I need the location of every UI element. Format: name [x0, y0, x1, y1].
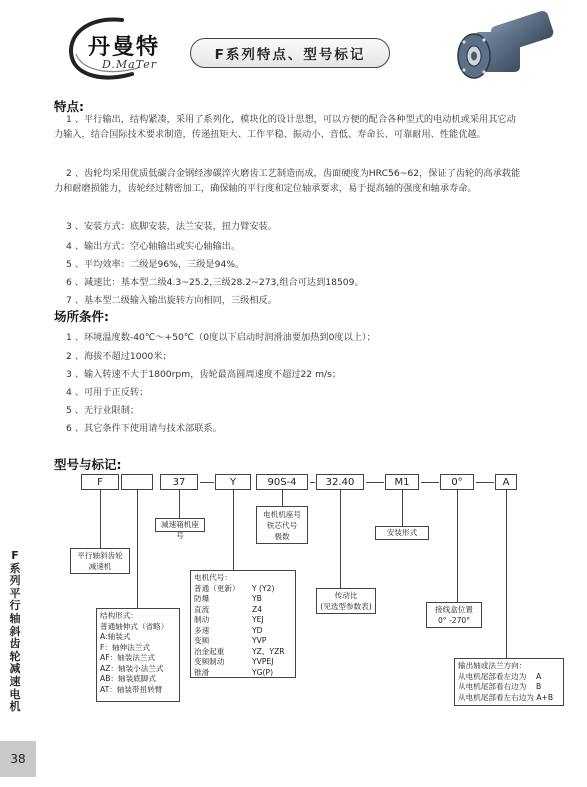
- label-structure-line: AB：轴装底脚式: [100, 674, 156, 683]
- connector-line: [282, 490, 283, 506]
- model-separator: [421, 482, 439, 483]
- label-ratio: 传动比 (见选型参数表): [316, 588, 376, 614]
- conditions-item: 4 、可用于正反转；: [66, 387, 149, 398]
- connector-line: [402, 490, 403, 526]
- model-box-motor-code: Y: [215, 474, 251, 490]
- label-output-line: 从电机尾部看左边为 A: [458, 671, 542, 681]
- side-series-title: F系列平行轴斜齿轮减速电机: [9, 549, 21, 714]
- label-structure-line: A:轴装式: [100, 632, 131, 641]
- label-motor-title: 电机代号：: [194, 573, 232, 582]
- label-terminal: 接线盒位置 0° -270°: [426, 602, 482, 628]
- connector-line: [457, 490, 458, 602]
- label-output-line: 从电机尾部看右边为 B: [458, 682, 542, 691]
- motor-row: 锥滑 YG(P): [194, 667, 274, 677]
- label-structure: [96, 608, 180, 702]
- label-output-title: 输出轴或法兰方向：: [458, 661, 527, 670]
- model-box-terminal: 0°: [440, 474, 474, 490]
- page-number: 38: [0, 741, 36, 777]
- label-frame: 减速箱机座号: [155, 518, 205, 532]
- conditions-item: 1 、环境温度数-40℃～+50℃（0度以下启动时润滑油要加热到0度以上）；: [66, 332, 376, 343]
- connector-line: [340, 490, 341, 588]
- conditions-item: 6 、其它条件下使用请与技术部联系。: [66, 423, 222, 434]
- motor-row: 冶金起重 YZ、YZR: [194, 646, 285, 656]
- motor-row: 直流 Z4: [194, 604, 263, 614]
- model-separator: [476, 482, 494, 483]
- model-separator: [366, 482, 384, 483]
- motor-row: 变频 YVP: [194, 636, 267, 645]
- logo-text: 丹曼特: [88, 35, 161, 60]
- model-box-frame: 37: [160, 474, 198, 490]
- features-item: 6 、减速比：基本型二级4.3~25.2,三级28.2~273,组合可达到18509。: [66, 277, 364, 288]
- model-box-structure: [121, 474, 153, 490]
- features-item: 7 、基本型二级输入输出旋转方向相同，三级相反。: [66, 295, 277, 306]
- motor-row: 变频制动 YVPEJ: [194, 657, 274, 666]
- conditions-item: 5 、无行业限制；: [66, 405, 140, 416]
- motor-row: 多速 YD: [194, 625, 263, 635]
- label-structure-title: 结构形式：: [100, 611, 138, 620]
- features-heading: 特点:: [54, 99, 84, 114]
- motor-row: 普通（更新） Y (Y2): [194, 583, 275, 593]
- model-box-mounting: M1: [385, 474, 419, 490]
- motor-row: 防爆 YB: [194, 594, 262, 603]
- conditions-item: 3 、输入转速不大于1800rpm，齿轮最高圆周速度不超过22 m/s；: [66, 369, 342, 380]
- model-box-motor-seat: 90S-4: [256, 474, 308, 490]
- features-para-2: 2 、齿轮均采用优质低碳合金钢经渗碳淬火磨齿工艺制造而成，齿面硬度为HRC56~62，保证了齿轮的高承载能力和耐磨损能力，齿轮经过精密加工，确保轴的平行度和定位轴承要求，易于提高轴的强度和轴承寿命。: [54, 168, 521, 194]
- label-motor-seat: 电机机座号 铁芯代号 极数: [256, 506, 308, 544]
- features-item: 5 、平均效率：二级是96%，三级是94%。: [66, 259, 245, 270]
- label-structure-line: F：轴伸法兰式: [100, 642, 150, 652]
- label-type: 平行轴斜齿轮减速机: [70, 548, 130, 574]
- label-output-line: 从电机尾部看左右边为 A+B: [458, 692, 554, 702]
- label-structure-line: AF：轴装法兰式: [100, 653, 156, 662]
- conditions-heading: 场所条件:: [54, 309, 109, 324]
- page-title: F系列特点、型号标记: [190, 38, 390, 68]
- logo-subtext: D.MaTer: [102, 58, 157, 71]
- label-structure-line: 普通轴伸式（省略）: [100, 621, 169, 631]
- label-motor-code: [190, 570, 296, 678]
- connector-line: [233, 490, 234, 570]
- model-separator: [310, 482, 315, 483]
- motor-row: 制动 YEJ: [194, 615, 264, 624]
- features-item: 3 、安装方式：底脚安装，法兰安装，扭力臂安装。: [66, 221, 277, 232]
- connector-line: [179, 490, 180, 518]
- model-separator: [200, 482, 214, 483]
- label-structure-line: AT：轴装带扭转臂: [100, 684, 163, 694]
- label-mounting: 安装形式: [375, 526, 429, 540]
- features-item: 4 、输出方式：空心轴输出或实心轴输出。: [66, 241, 241, 252]
- gearbox-product-image: [452, 10, 562, 92]
- connector-line: [506, 490, 507, 658]
- model-box-ratio: 32.40: [316, 474, 364, 490]
- model-box-type: F: [81, 474, 119, 490]
- model-heading: 型号与标记:: [54, 457, 122, 472]
- connector-line: [137, 490, 138, 608]
- model-box-output: A: [495, 474, 517, 490]
- connector-line: [100, 490, 101, 548]
- label-structure-line: AZ：轴装小法兰式: [100, 663, 164, 673]
- features-para-1: 1 、平行输出，结构紧凑，采用了系列化，模块化的设计思想，可以方便的配合各种型式的电动机或采用其它动力输入，结合国际技术要求制造，传递扭矩大、工作平稳、振动小、音低、寿命长、可靠耐用、性能优越。: [54, 114, 516, 140]
- label-output: [454, 658, 564, 706]
- conditions-item: 2 、海拔不超过1000米；: [66, 351, 172, 362]
